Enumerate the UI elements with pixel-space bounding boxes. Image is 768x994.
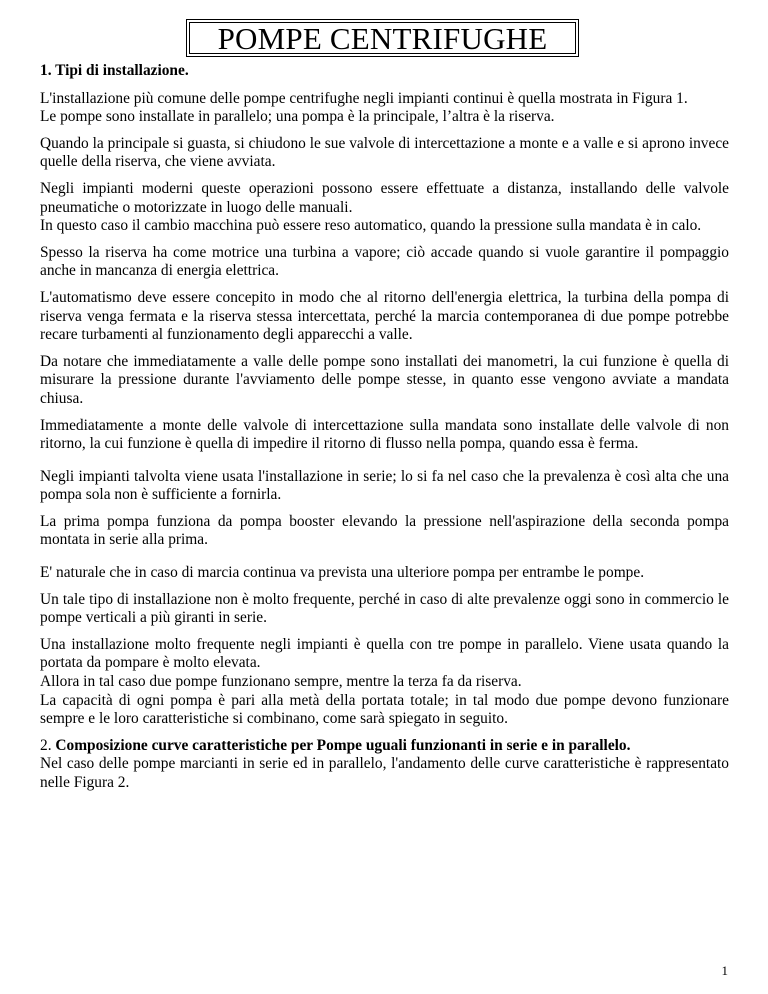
section-2-text: Nel caso delle pompe marcianti in serie ed in parallelo, l'andamento delle curve caratteristiche è rappresentato nelle Figura 2. xyxy=(40,755,729,791)
paragraph-7: Immediatamente a monte delle valvole di intercettazione sulla mandata sono installate delle valvole di non ritorno, la cui funzione è quella di impedire il ritorno di flusso nella pompa, quando essa è ferma. xyxy=(40,416,729,453)
page-title: POMPE CENTRIFUGHE xyxy=(186,19,579,57)
paragraph-1-line-1: L'installazione più comune delle pompe centrifughe negli impianti continui è quella mostrata in Figura 1. xyxy=(40,89,688,107)
paragraph-6: Da notare che immediatamente a valle delle pompe sono installati dei manometri, la cui funzione è quella di misurare la pressione durante l'avviamento delle pompe stesse, in quanto esse vengono avviate a mandata chiusa. xyxy=(40,352,729,407)
section-1-heading xyxy=(40,62,729,81)
section-2-heading: Composizione curve caratteristiche per Pompe uguali funzionanti in serie e in parallelo. xyxy=(55,736,631,754)
paragraph-9: La prima pompa funziona da pompa booster elevando la pressione nell'aspirazione della seconda pompa montata in serie alla prima. xyxy=(40,512,729,549)
paragraph-8: Negli impianti talvolta viene usata l'installazione in serie; lo si fa nel caso che la prevalenza è così alta che una pompa sola non è sufficiente a fornirla. xyxy=(40,467,729,504)
paragraph-1 xyxy=(40,90,729,127)
paragraph-5: L'automatismo deve essere concepito in modo che al ritorno dell'energia elettrica, la turbina della pompa di riserva venga fermata e la riserva stessa intercettata, perché la marcia contemporanea di due pompe potrebbe recare turbamenti al funzionamento degli apparecchi a valle. xyxy=(40,288,729,344)
paragraph-1-line-2: Le pompe sono installate in parallelo; una pompa è la principale, l’altra è la riserva. xyxy=(40,108,555,126)
section-2-number: 2. xyxy=(40,736,56,754)
paragraph-12 xyxy=(40,636,729,729)
paragraph-12-line-3: La capacità di ogni pompa è pari alla metà della portata totale; in tal modo due pompe devono funzionare sempre e le loro caratteristiche si combinano, come sarà spiegato in seguito. xyxy=(40,691,729,728)
section-2 xyxy=(40,737,729,793)
paragraph-4: Spesso la riserva ha come motrice una turbina a vapore; ciò accade quando si vuole garantire il pompaggio anche in mancanza di energia elettrica. xyxy=(40,243,729,280)
section-1-heading-text: 1. Tipi di installazione. xyxy=(40,62,189,79)
page-number: 1 xyxy=(721,963,728,978)
paragraph-3 xyxy=(40,180,729,236)
document-body xyxy=(40,62,729,801)
paragraph-11: Un tale tipo di installazione non è molto frequente, perché in caso di alte prevalenze oggi sono in commercio le pompe verticali a più giranti in serie. xyxy=(40,590,729,627)
paragraph-12-line-1: Una installazione molto frequente negli impianti è quella con tre pompe in parallelo. Viene usata quando la portata da pompare è molto elevata. xyxy=(40,635,729,672)
paragraph-12-line-2: Allora in tal caso due pompe funzionano sempre, mentre la terza fa da riserva. xyxy=(40,673,522,691)
paragraph-3-line-1: Negli impianti moderni queste operazioni possono essere effettuate a distanza, installando delle valvole pneumatiche o motorizzate in luogo delle manuali. xyxy=(40,179,729,216)
paragraph-3-line-2: In questo caso il cambio macchina può essere reso automatico, quando la pressione sulla mandata è in calo. xyxy=(40,217,702,235)
paragraph-2: Quando la principale si guasta, si chiudono le sue valvole di intercettazione a monte e a valle e si aprono invece quelle della riserva, che viene avviata. xyxy=(40,134,729,171)
paragraph-10: E' naturale che in caso di marcia continua va prevista una ulteriore pompa per entrambe le pompe. xyxy=(40,564,645,582)
